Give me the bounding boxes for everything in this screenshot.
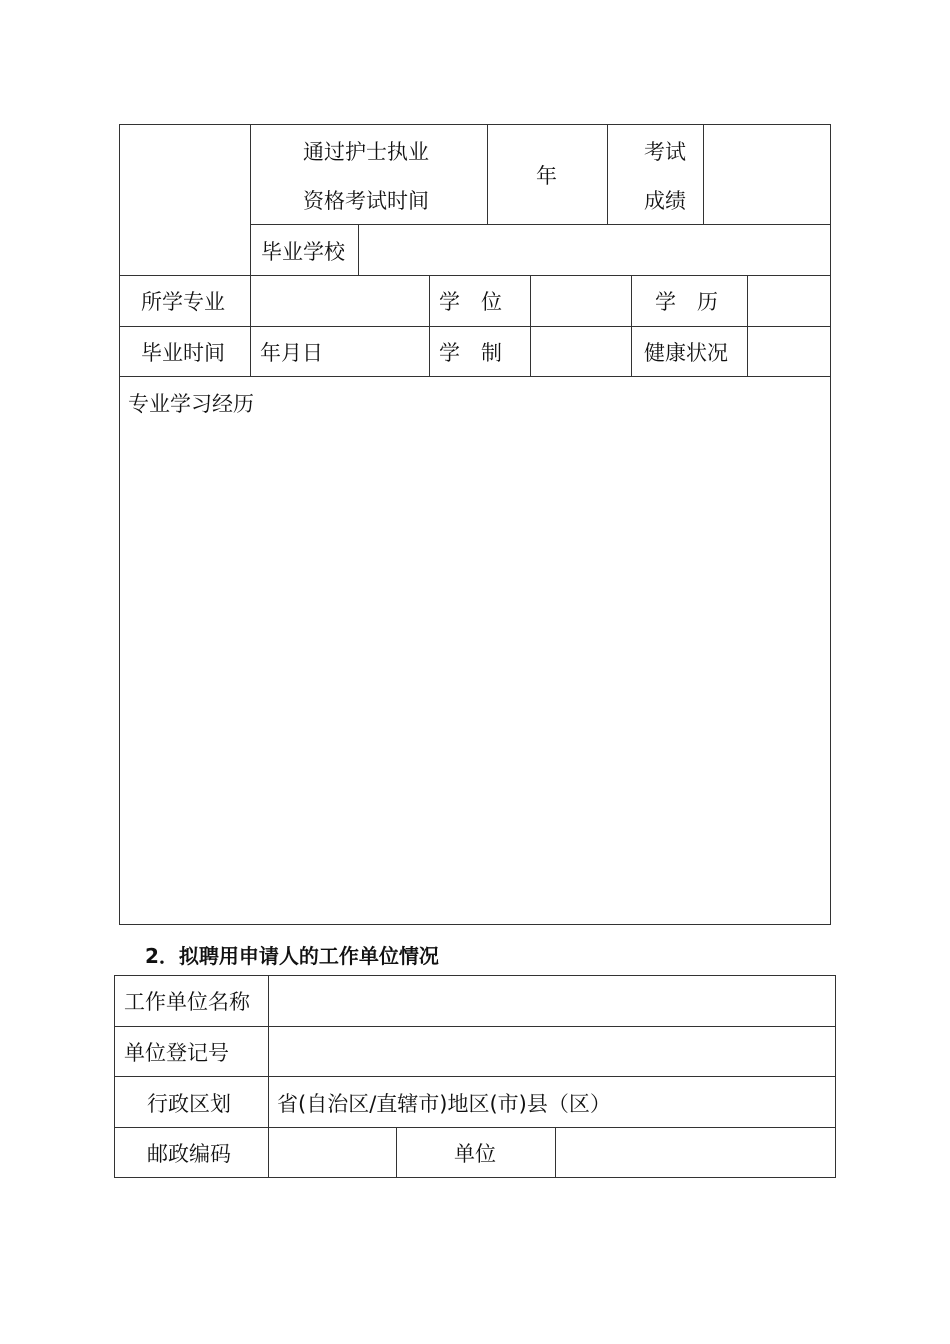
graduation-time-label: 毕业时间 bbox=[141, 341, 225, 365]
admin-division-value: 省(自治区/直辖市)地区(市)县（区） bbox=[277, 1092, 611, 1116]
employer-name-value-cell[interactable] bbox=[268, 975, 836, 1027]
postal-code-value-cell[interactable] bbox=[268, 1127, 397, 1178]
health-status-value-cell[interactable] bbox=[747, 326, 831, 377]
education-label: 学 历 bbox=[655, 290, 718, 314]
unit-registration-value-cell[interactable] bbox=[268, 1026, 836, 1077]
study-length-value-cell[interactable] bbox=[530, 326, 632, 377]
graduation-date-placeholder: 年月日 bbox=[260, 341, 323, 365]
exam-time-label-line2: 资格考试时间 bbox=[303, 189, 429, 213]
graduation-school-value-cell[interactable] bbox=[358, 224, 831, 276]
postal-code-label: 邮政编码 bbox=[147, 1142, 231, 1166]
exam-score-value-cell[interactable] bbox=[703, 124, 831, 225]
unit-value-cell[interactable] bbox=[555, 1127, 836, 1178]
health-status-label: 健康状况 bbox=[644, 341, 728, 365]
graduation-school-label: 毕业学校 bbox=[261, 240, 345, 264]
unit-label: 单位 bbox=[454, 1142, 496, 1166]
unit-registration-label: 单位登记号 bbox=[124, 1041, 229, 1065]
degree-value-cell[interactable] bbox=[530, 275, 632, 327]
education-value-cell[interactable] bbox=[747, 275, 831, 327]
employer-name-label: 工作单位名称 bbox=[124, 990, 250, 1014]
exam-score-label-line2: 成绩 bbox=[644, 189, 686, 213]
section-2-heading: 2．拟聘用申请人的工作单位情况 bbox=[145, 944, 439, 968]
exam-time-label-line1: 通过护士执业 bbox=[303, 140, 429, 164]
study-history-cell[interactable] bbox=[119, 376, 831, 925]
exam-score-label-line1: 考试 bbox=[644, 140, 686, 164]
study-history-label: 专业学习经历 bbox=[128, 392, 254, 416]
photo-cell bbox=[119, 124, 251, 276]
study-length-label: 学 制 bbox=[439, 341, 502, 365]
major-value-cell[interactable] bbox=[250, 275, 430, 327]
major-label: 所学专业 bbox=[141, 290, 225, 314]
exam-year-label: 年 bbox=[536, 164, 557, 188]
degree-label: 学 位 bbox=[439, 290, 502, 314]
admin-division-label: 行政区划 bbox=[147, 1092, 231, 1116]
